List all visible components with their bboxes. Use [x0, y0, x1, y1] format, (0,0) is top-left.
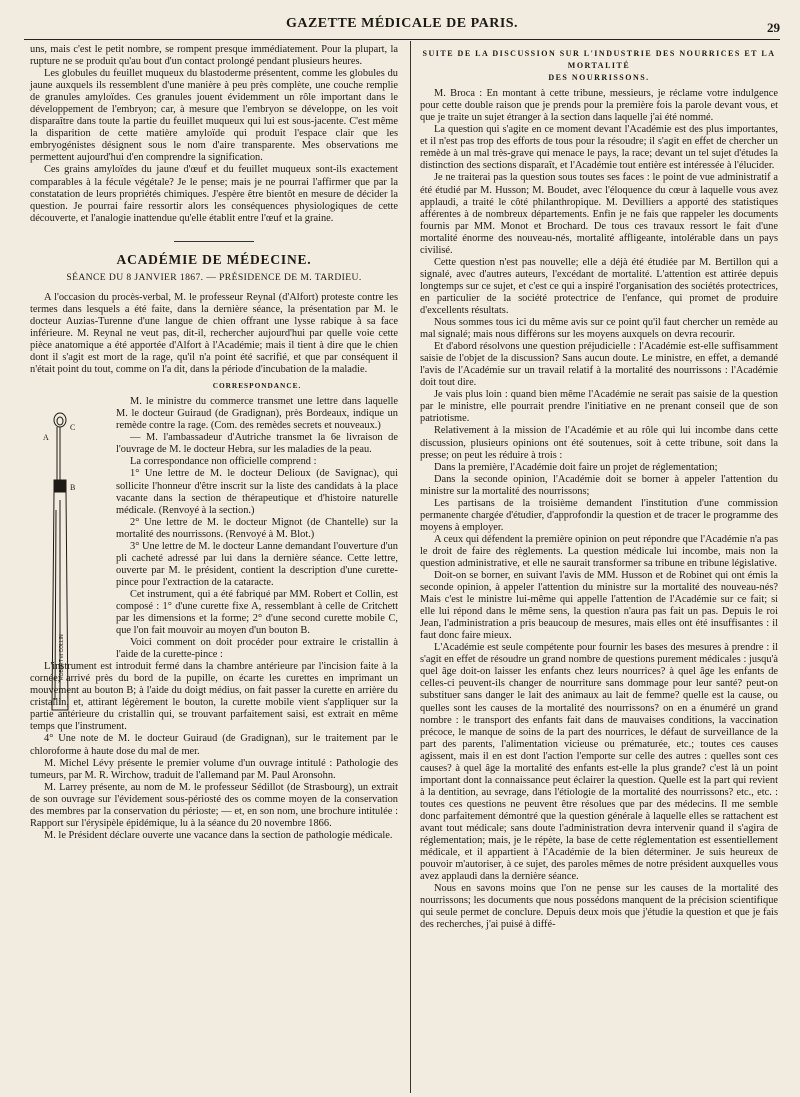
journal-title: GAZETTE MÉDICALE DE PARIS.	[285, 16, 519, 31]
paragraph: M. Larrey présente, au nom de M. le professeur Sédillot (de Strasbourg), un extrait de son ouvrage sur l'évidement sous-périosté des os comme moyen de la conservation des membres par la conservation du périoste; — et, en son nom, une brochure intitulée : Rapport sur l'érysipèle épidémique, lu à la séance du 20 novembre 1866.	[30, 781, 398, 829]
paragraph: 2° Une lettre de M. le docteur Mignot (de Chantelle) sur la mortalité des nourrissons. (Renvoyé à M. Blot.)	[116, 516, 398, 540]
paragraph: 4° Une note de M. le docteur Guiraud (de Gradignan), sur le traitement par le chloroforme à haute dose du mal de mer.	[30, 733, 398, 757]
paragraph: Et d'abord résolvons une question préjudicielle : l'Académie est-elle suffisamment saisie de l'objet de la discussion? Sans aucun doute. Le ministre, en effet, a demandé l'avis de l'Académie sur un travail relatif à la mortalité des nourrissons : l'Académie doit tout dire.	[420, 341, 778, 389]
paragraph: M. Broca : En montant à cette tribune, messieurs, je réclame votre indulgence pour cette double raison que je prends pour la première fois la parole devant vous, et que je traite un sujet étranger à la section dans laquelle j'ai été nommé.	[420, 88, 778, 124]
paragraph: La question qui s'agite en ce moment devant l'Académie est des plus importantes, et il n'est pas trop des efforts de tous pour la résoudre; il s'agit en effet de chercher un remède à un mal très-grave qui menace le pays, la race; devant un tel sujet d'études la distinction des sections disparaît, et l'Académie tout entière est intéressée à l'élucider.	[420, 124, 778, 172]
discussion-heading-line2: DES NOURRISSONS.	[548, 73, 650, 83]
session-line: SÉANCE DU 8 JANVIER 1867. — PRÉSIDENCE DE M. TARDIEU.	[66, 271, 362, 283]
maker-signature: ROBERT et COLLIN	[59, 634, 65, 680]
paragraph: 1° Une lettre de M. le docteur Delioux (de Savignac), qui sollicite l'honneur d'être inscrit sur la liste des candidats à la place vacante dans la section de thérapeutique et d'histoire naturelle médicale. (Renvoyé à la section.)	[116, 468, 398, 516]
header-rule	[24, 39, 780, 40]
paragraph: Je vais plus loin : quand bien même l'Académie ne serait pas saisie de la question par le ministre, elle pourrait prendre l'initiative en ne prenant conseil que de son patriotisme.	[420, 389, 778, 425]
paragraph: Cet instrument, qui a été fabriqué par MM. Robert et Collin, est composé : 1° d'une curette fixe A, ressemblant à celle de Critchett par les dimensions et la forme; 2° d'une second curette mobile C, que l'on fait mouvoir au moyen d'un bouton B.	[116, 588, 398, 637]
paragraph: A l'occasion du procès-verbal, M. le professeur Reynal (d'Alfort) proteste contre les termes dans lesquels a été faite, dans la dernière séance, la présentation par M. le docteur Auzias-Turenne d'une langue de chien offrant une lysse rabique à sa face inférieure. M. Reynal ne veut pas, dit-il, rechercher aujourd'hui par quelle voie cette pièce anatomique a été apportée d'Alfort à l'Académie; mais il tient à dire que le chien dont il s'agit est mort de la rage, qu'il n'a point été sacrifié, et que par conséquent il n'était point du tout, comme on l'a dit, dans la période d'incubation de la maladie.	[30, 291, 398, 376]
paragraph: Relativement à la mission de l'Académie et au rôle qui lui incombe dans cette discussion, plusieurs opinions ont été soutenues, soit à cette tribune, soit dans la presse; on peut les réduire à trois :	[420, 425, 778, 461]
right-column	[420, 44, 778, 931]
paragraph: M. le Président déclare ouverte une vacance dans la section de pathologie médicale.	[44, 829, 393, 841]
curette-tip-c	[57, 417, 63, 425]
page-number: 29	[767, 20, 780, 35]
paragraph: M. le ministre du commerce transmet une lettre dans laquelle M. le docteur Guiraud (de Gradignan), près Bordeaux, indique un remède contre la rage. (Com. des remèdes secrets et nouveaux.)	[116, 396, 398, 432]
paragraph: uns, mais c'est le petit nombre, se rompent presque immédiatement. Pour la plupart, la rupture ne se produit qu'au bout d'un contact prolongé pendant plusieurs heures.	[30, 44, 398, 68]
paragraph: M. Michel Lévy présente le premier volume d'un ouvrage intitulé : Pathologie des tumeurs, par M. R. Wirchow, traduit de l'allemand par M. Paul Aronsohn.	[30, 757, 398, 781]
paragraph: Cette question n'est pas nouvelle; elle a déjà été étudiée par M. Bertillon qui a signalé, avec d'autres auteurs, l'excédant de mortalité. L'attention est attirée depuis longtemps sur ce sujet, et c'est ce qui a inspiré l'organisation des sociétés protectrices, en particulier de la société protectrice de l'enfance, qui promet de produire d'excellents résultats.	[420, 256, 778, 316]
figure-label-c: C	[70, 423, 76, 432]
paragraph: Dans la seconde opinion, l'Académie doit se borner à appeler l'attention du ministre sur la mortalité des nourrissons;	[420, 473, 778, 497]
paragraph: L'instrument est introduit fermé dans la chambre antérieure par l'incision faite à la cornée; arrivé près du bord de la pupille, on écarte les curettes en imprimant un mouvement au bouton B; à l'aide du doigt médius, on fait passer la curette en arrière du cristallin, et, attirant légèrement le bouton, la curette mobile vient s'appliquer sur la partie antérieure du cristallin qui, se trouvant parfaitement saisi, est extrait en même temps que l'instrument.	[30, 661, 398, 733]
paragraph: — M. l'ambassadeur d'Autriche transmet la 6e livraison de l'ouvrage de M. le docteur Hebra, sur les maladies de la peau.	[116, 432, 398, 456]
paragraph: Les globules du feuillet muqueux du blastoderme présentent, comme les globules du jaune auxquels ils ressemblent d'une manière à peu près complète, une couche remplie de granules amyloïdes. Ces granules jouent évidemment un rôle important dans le développement de l'embryon; car, à mesure que l'embryon se développe, on les voit disparaître dans toute la partie du feuillet muqueux qui lui est sous-jacente. C'est même la disparition de cette matière amyloïde qui produit l'espace clair que les embryogénistes désignent sous le nom d'aire transparente. Mes observations me permettent aujourd'hui d'en comprendre la signification.	[30, 68, 398, 164]
paragraph: Nous en savons moins que l'on ne pense sur les causes de la mortalité des nourrissons; les documents que nous possédons manquent de la précision scientifique qui seule permet de conclure. Depuis deux mois que j'étudie la question et que je fais des recherches, j'ai puisé à diffé-	[420, 883, 778, 931]
figure-label-a: A	[43, 433, 49, 442]
paragraph: La correspondance non officielle comprend :	[130, 456, 317, 468]
paragraph: 3° Une lettre de M. le docteur Lanne demandant l'ouverture d'un pli cacheté adressé par lui dans la dernière séance. Cette lettre, ouverte par M. le président, contient la description d'une curette-pince pour l'extraction de la cataracte.	[116, 540, 398, 588]
correspondance-heading: CORRESPONDANCE.	[212, 381, 302, 391]
paragraph: Voici comment on doit procéder pour extraire le cristallin à l'aide de la curette-pince :	[116, 637, 398, 661]
paragraph: Dans la première, l'Académie doit faire un projet de réglementation;	[434, 461, 718, 473]
paragraph: L'Académie est seule compétente pour fournir les bases des mesures à prendre : il s'agit en effet de résoudre un grand nombre de questions purement médicales : jusqu'à quel âge doit-on laisser les enfants chez leurs nourrices? à quel âge les enfants de celles-ci peuvent-ils changer de nourriture sans dommage pour leur santé? peut-on substituer sans danger le lait des animaux au lait de femme? quelle est la cause, ou quelles sont les causes de la mortalité des nourrissons? on en a énuméré un grand nombre : le transport des enfants fait dans de mauvaises conditions, la vaccination précoce, le manque de soins de la part des nourrices, le défaut de surveillance de la part des parents, l'alimentation vicieuse ou prématurée, etc.; toutes ces causes agissent, mais il en est dont l'action l'emporte sur celle des autres : quelles sont ces causes? à quel âge la mortalité des enfants est-elle la plus grande? c'est là un point important dont la connaissance peut éclairer la question. Quelle est la part qui revient à la dentition, au sevrage, dans l'étiologie de la mortalité des nourrissons? etc., etc. : toutes ces questions ne peuvent être résolues que par des médecins. Il me semble donc parfaitement démontré que la question générale à laquelle elles se rattachent est avant tout médicale; sans doute l'administration devra intervenir quand il s'agira de réglementation; mais, je le répète, la base de cette réglementation est essentiellement médicale, et il appartient à l'Académie de la bien déterminer. Je suis heureux de pouvoir m'autoriser, à ce sujet, des paroles mêmes de notre président auxquelles vous avez applaudi dans la dernière séance.	[420, 642, 778, 883]
curette-pince-figure	[40, 410, 80, 720]
figure-wrapped-text	[30, 396, 398, 661]
paragraph: Ces grains amyloïdes du jaune d'œuf et du feuillet muqueux sont-ils exactement comparables à la fécule végétale? Je le pense; mais je ne pourrai l'affirmer que par la constatation de leurs propriétés chimiques. J'espère être bientôt en mesure de décider la question. Je pourrai faire ressortir alors les conséquences physiologiques de cette découverte, et l'analogie inattendue qu'elle établit entre l'œuf et la graine.	[30, 164, 398, 224]
paragraph: Je ne traiterai pas la question sous toutes ses faces : le point de vue administratif a été étudié par M. Husson; M. Boudet, avec l'éloquence du cœur à laquelle vous avez applaudi, a traité le côté philanthropique. M. Devilliers a apporté des statistiques afférentes à de nombreux départements. Enfin je ne fais que rappeler les documents fournis par MM. Monot et Brochard. De tous ces travaux ressort le fait d'une mortalité énorme des nouveau-nés, mortalité affligeante, intolérable dans un pays civilisé.	[420, 172, 778, 256]
paragraph: Les partisans de la troisième demandent l'institution d'une commission permanente chargée d'étudier, d'approfondir la question et de tracer le programme des moyens à employer.	[420, 497, 778, 533]
paragraph: Nous sommes tous ici du même avis sur ce point qu'il faut chercher un remède au mal signalé; mais nous différons sur les moyens auxquels on devra recourir.	[420, 317, 778, 341]
column-separator	[410, 41, 411, 1093]
page-header	[24, 16, 780, 38]
discussion-heading	[420, 48, 778, 84]
discussion-heading-line1: SUITE DE LA DISCUSSION SUR L'INDUSTRIE DES NOURRICES ET LA MORTALITÉ	[422, 49, 776, 71]
section-title: ACADÉMIE DE MÉDECINE.	[116, 251, 312, 267]
section-divider	[174, 241, 254, 242]
figure-label-b: B	[70, 483, 76, 492]
paragraph: A ceux qui défendent la première opinion on peut répondre que l'Académie n'a pas le droit de faire des règlements. La question médicale lui incombe, mais non la question administrative, et elle ne saurait transformer sa tribune en tribune législative.	[420, 533, 778, 569]
instrument-button-b	[54, 480, 66, 492]
paragraph: Doit-on se borner, en suivant l'avis de MM. Husson et de Robinet qui ont émis la seconde opinion, à appeler l'attention du ministre sur la mortalité des nouveau-nés? Mais c'est le ministre lui-même qui appelle l'attention de l'Académie sur ce fait; si elle lui répond dans le même sens, la question n'aura pas fait un pas. Depuis le roi Jean, l'administration a pris beaucoup de mesures, mais elles ont été insuffisantes : il faut donc faire mieux.	[420, 570, 778, 642]
left-column	[30, 44, 398, 842]
